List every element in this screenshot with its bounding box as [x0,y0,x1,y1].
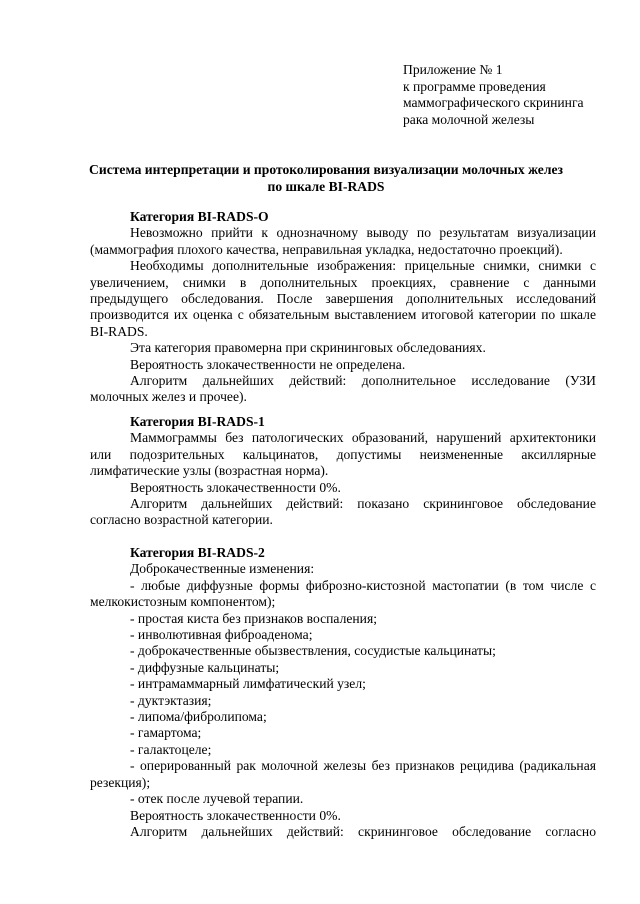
document-title-line: по шкале BI-RADS [267,178,385,194]
section-heading: Категория BI-RADS-1 [130,414,265,429]
appendix-note [403,62,623,128]
paragraph: Алгоритм дальнейших действий: дополнительное исследование (УЗИ молочных желез и прочее). [90,373,596,405]
document-title-line: Система интерпретации и протоколирования визуализации молочных желез [89,162,563,177]
paragraph: Алгоритм дальнейших действий: скрининговое обследование согласно [130,823,596,839]
list-item: - галактоцеле; [130,741,212,757]
list-item: - интрамаммарный лимфатический узел; [130,676,366,692]
list-item: - липома/фибролипома; [130,709,267,725]
paragraph: Маммограммы без патологических образований, нарушений архитектоники или подозрительных кальцинатов, допустимы неизмененные аксиллярные лимфатические узлы (возрастная норма). [90,430,596,479]
list-item: - доброкачественные обызвествления, сосудистые кальцинаты; [130,643,496,659]
paragraph: Доброкачественные изменения: [130,561,315,577]
list-item: - гамартома; [130,725,202,741]
list-item: - дуктэктазия; [130,692,212,708]
list-item: - отек после лучевой терапии. [130,791,304,807]
appendix-line: рака молочной железы [403,111,535,127]
paragraph: Вероятность злокачественности 0%. [130,807,341,823]
paragraph: Вероятность злокачественности 0%. [130,479,341,495]
section-heading: Категория BI-RADS-2 [130,545,265,560]
document-title [80,162,572,195]
paragraph: Необходимы дополнительные изображения: прицельные снимки, снимки с увеличением, снимки в дополнительных проекциях, сравнение с данными предыдущего обследования. После завершения дополнительных исследований производится их оценка с обязательным выставлением итоговой категории по шкале BI-RADS. [90,258,596,339]
section-heading: Категория BI-RADS-O [130,209,269,224]
paragraph: Невозможно прийти к однозначному выводу по результатам визуализации (маммография плохого качества, неправильная укладка, недостаточно проекций). [90,225,596,257]
list-item: - простая киста без признаков воспаления; [130,610,377,626]
paragraph: Алгоритм дальнейших действий: показано скрининговое обследование согласно возрастной категории. [90,496,596,528]
appendix-line: Приложение № 1 [403,62,503,77]
list-item: - любые диффузные формы фиброзно-кистозной мастопатии (в том числе с мелкокистозным компонентом); [90,577,596,610]
paragraph: Эта категория правомерна при скрининговых обследованиях. [130,340,486,356]
section-bi-rads-2 [90,545,596,840]
appendix-line: маммографического скрининга [403,95,584,111]
section-bi-rads-1 [90,414,596,529]
list-item: - оперированный рак молочной железы без признаков рецидива (радикальная резекция); [90,758,596,790]
appendix-line: к программе проведения [403,78,546,94]
paragraph: Вероятность злокачественности не определена. [130,356,406,372]
section-bi-rads-0 [90,209,596,406]
list-item: - диффузные кальцинаты; [130,659,280,675]
list-item: - инволютивная фиброаденома; [130,627,313,643]
